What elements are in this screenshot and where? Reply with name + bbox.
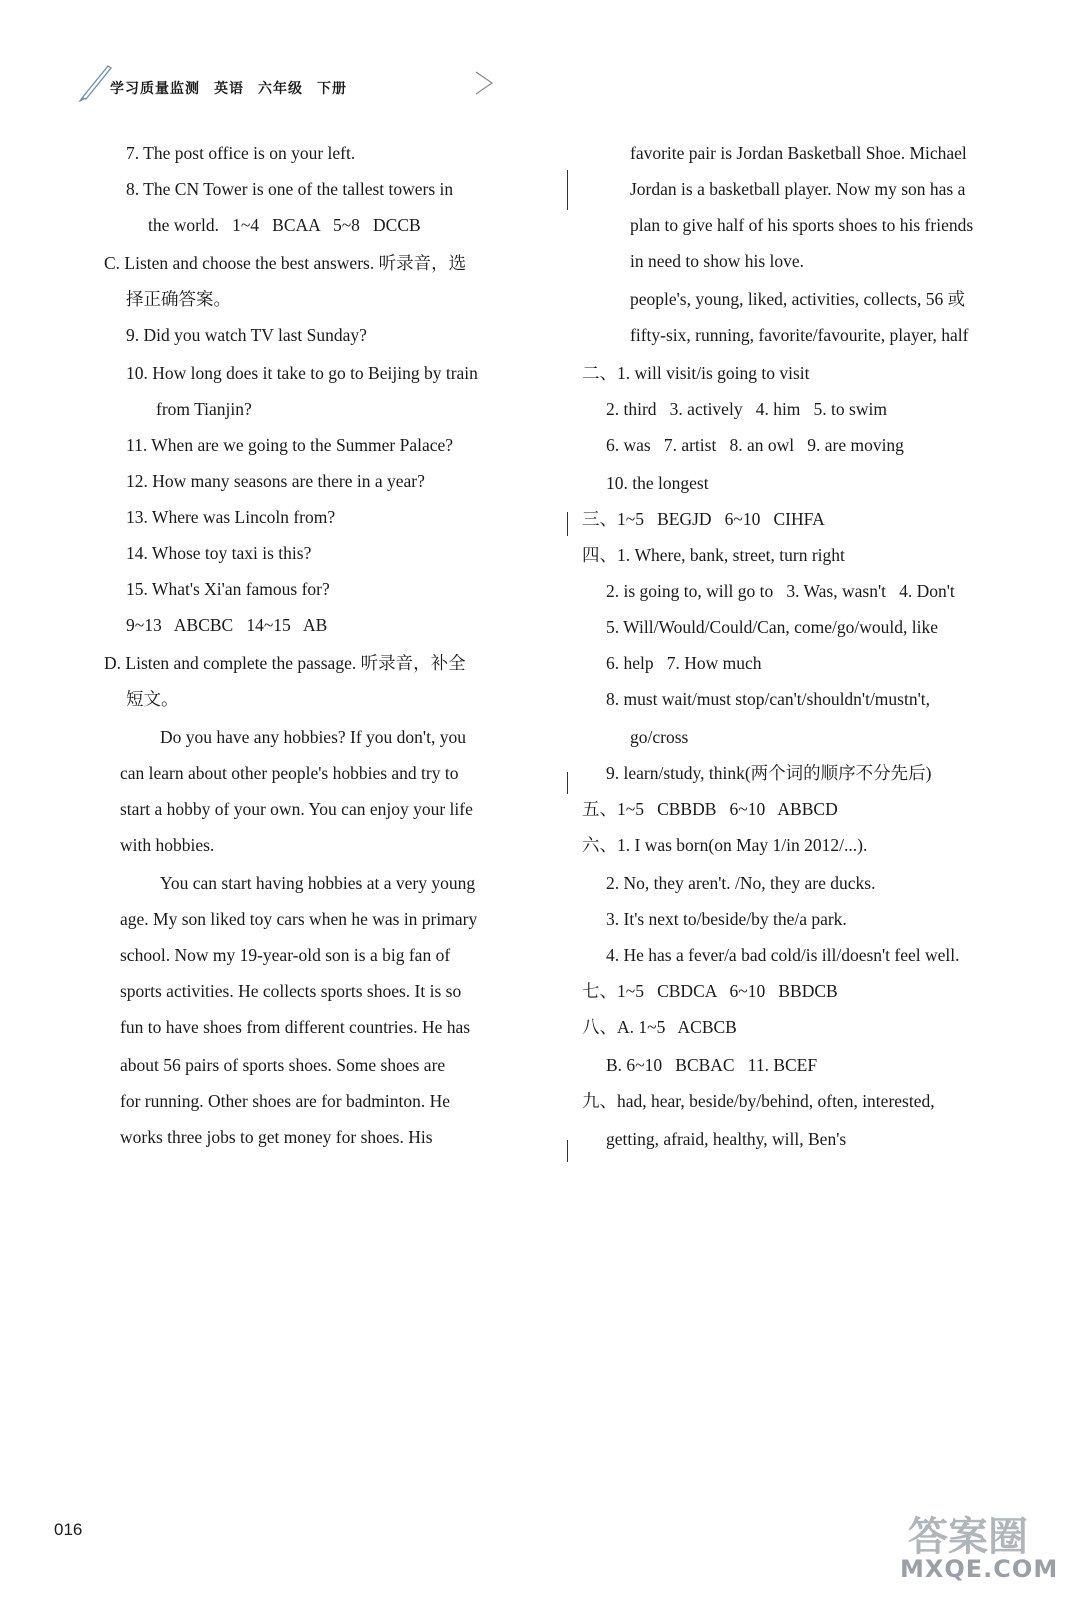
text-line: people's, young, liked, activities, collects, 56 或 — [630, 289, 966, 309]
text-line: plan to give half of his sports shoes to his friends — [630, 215, 974, 235]
text-line: 2. third 3. actively 4. him 5. to swim — [606, 399, 887, 419]
text-line: D. Listen and complete the passage. 听录音，补全 — [104, 653, 466, 673]
text-line: You can start having hobbies at a very young — [160, 873, 476, 893]
column-divider-top — [567, 170, 568, 210]
text-line: 8. must wait/must stop/can't/shouldn't/mustn't, — [606, 689, 930, 709]
text-line: 二、1. will visit/is going to visit — [582, 363, 810, 383]
text-line: 9. Did you watch TV last Sunday? — [126, 325, 367, 345]
text-line: 三、1~5 BEGJD 6~10 CIHFA — [582, 509, 825, 529]
text-line: 6. was 7. artist 8. an owl 9. are moving — [606, 435, 904, 455]
text-line: fifty-six, running, favorite/favourite, player, half — [630, 325, 969, 345]
text-line: 九、had, hear, beside/by/behind, often, interested, — [582, 1091, 935, 1111]
page-number: 016 — [54, 1520, 83, 1539]
text-line: C. Listen and choose the best answers. 听录音，选 — [104, 253, 467, 273]
text-line: fun to have shoes from different countries. He has — [120, 1017, 471, 1037]
text-line: Do you have any hobbies? If you don't, you — [160, 727, 466, 747]
text-line: in need to show his love. — [630, 251, 805, 271]
watermark — [900, 1505, 1060, 1590]
text-line: 6. help 7. How much — [606, 653, 762, 673]
text-line: 3. It's next to/beside/by the/a park. — [606, 909, 847, 929]
text-line: for running. Other shoes are for badminton. He — [120, 1091, 450, 1111]
text-line: 4. He has a fever/a bad cold/is ill/doesn't feel well. — [606, 945, 960, 965]
text-line: the world. 1~4 BCAA 5~8 DCCB — [148, 215, 421, 235]
text-line: getting, afraid, healthy, will, Ben's — [606, 1129, 847, 1149]
text-line: works three jobs to get money for shoes. His — [120, 1127, 433, 1147]
grade-label: 六年级 — [258, 81, 303, 97]
volume-label: 下册 — [317, 81, 347, 97]
text-line: with hobbies. — [120, 835, 215, 855]
text-line: age. My son liked toy cars when he was in primary — [120, 909, 478, 929]
book-title: 学习质量监测 — [110, 81, 200, 97]
text-line: school. Now my 19-year-old son is a big fan of — [120, 945, 451, 965]
text-line: 10. the longest — [606, 473, 709, 493]
text-line: 7. The post office is on your left. — [126, 143, 356, 163]
column-divider-mid — [567, 512, 568, 536]
text-line: 四、1. Where, bank, street, turn right — [582, 545, 845, 565]
text-line: sports activities. He collects sports shoes. It is so — [120, 981, 462, 1001]
text-line: 9. learn/study, think(两个词的顺序不分先后) — [606, 763, 932, 783]
text-line: 10. How long does it take to go to Beijing by train — [126, 363, 478, 383]
text-line: start a hobby of your own. You can enjoy your life — [120, 799, 473, 819]
text-line: 2. is going to, will go to 3. Was, wasn't 4. Don't — [606, 581, 955, 601]
text-line: about 56 pairs of sports shoes. Some shoes are — [120, 1055, 446, 1075]
text-line: 12. How many seasons are there in a year? — [126, 471, 425, 491]
text-line: 9~13 ABCBC 14~15 AB — [126, 615, 328, 635]
text-line: 短文。 — [126, 689, 179, 709]
text-line: 5. Will/Would/Could/Can, come/go/would, like — [606, 617, 938, 637]
column-divider-bottom — [567, 1140, 568, 1162]
text-line: 六、1. I was born(on May 1/in 2012/...). — [582, 835, 868, 855]
header-title — [110, 78, 361, 98]
watermark-logo: 答案圈 — [908, 1514, 1028, 1560]
chevron-right-icon — [473, 70, 495, 96]
text-line: Jordan is a basketball player. Now my son has a — [630, 179, 966, 199]
text-line: favorite pair is Jordan Basketball Shoe. Michael — [630, 143, 967, 163]
column-divider-lower — [567, 772, 568, 794]
text-line: 14. Whose toy taxi is this? — [126, 543, 312, 563]
text-line: 五、1~5 CBBDB 6~10 ABBCD — [582, 799, 838, 819]
text-line: 13. Where was Lincoln from? — [126, 507, 336, 527]
text-line: 11. When are we going to the Summer Palace? — [126, 435, 454, 455]
text-line: 七、1~5 CBDCA 6~10 BBDCB — [582, 981, 838, 1001]
text-line: B. 6~10 BCBAC 11. BCEF — [606, 1055, 818, 1075]
text-line: go/cross — [630, 727, 689, 747]
text-line: 八、A. 1~5 ACBCB — [582, 1017, 737, 1037]
text-line: 2. No, they aren't. /No, they are ducks. — [606, 873, 876, 893]
watermark-url: MXQE.COM — [900, 1555, 1059, 1583]
page-header — [78, 62, 518, 102]
subject-label: 英语 — [214, 81, 244, 97]
text-line: from Tianjin? — [156, 399, 252, 419]
text-line: 15. What's Xi'an famous for? — [126, 579, 330, 599]
text-line: can learn about other people's hobbies and try to — [120, 763, 459, 783]
text-line: 择正确答案。 — [126, 289, 231, 309]
text-line: 8. The CN Tower is one of the tallest towers in — [126, 179, 454, 199]
